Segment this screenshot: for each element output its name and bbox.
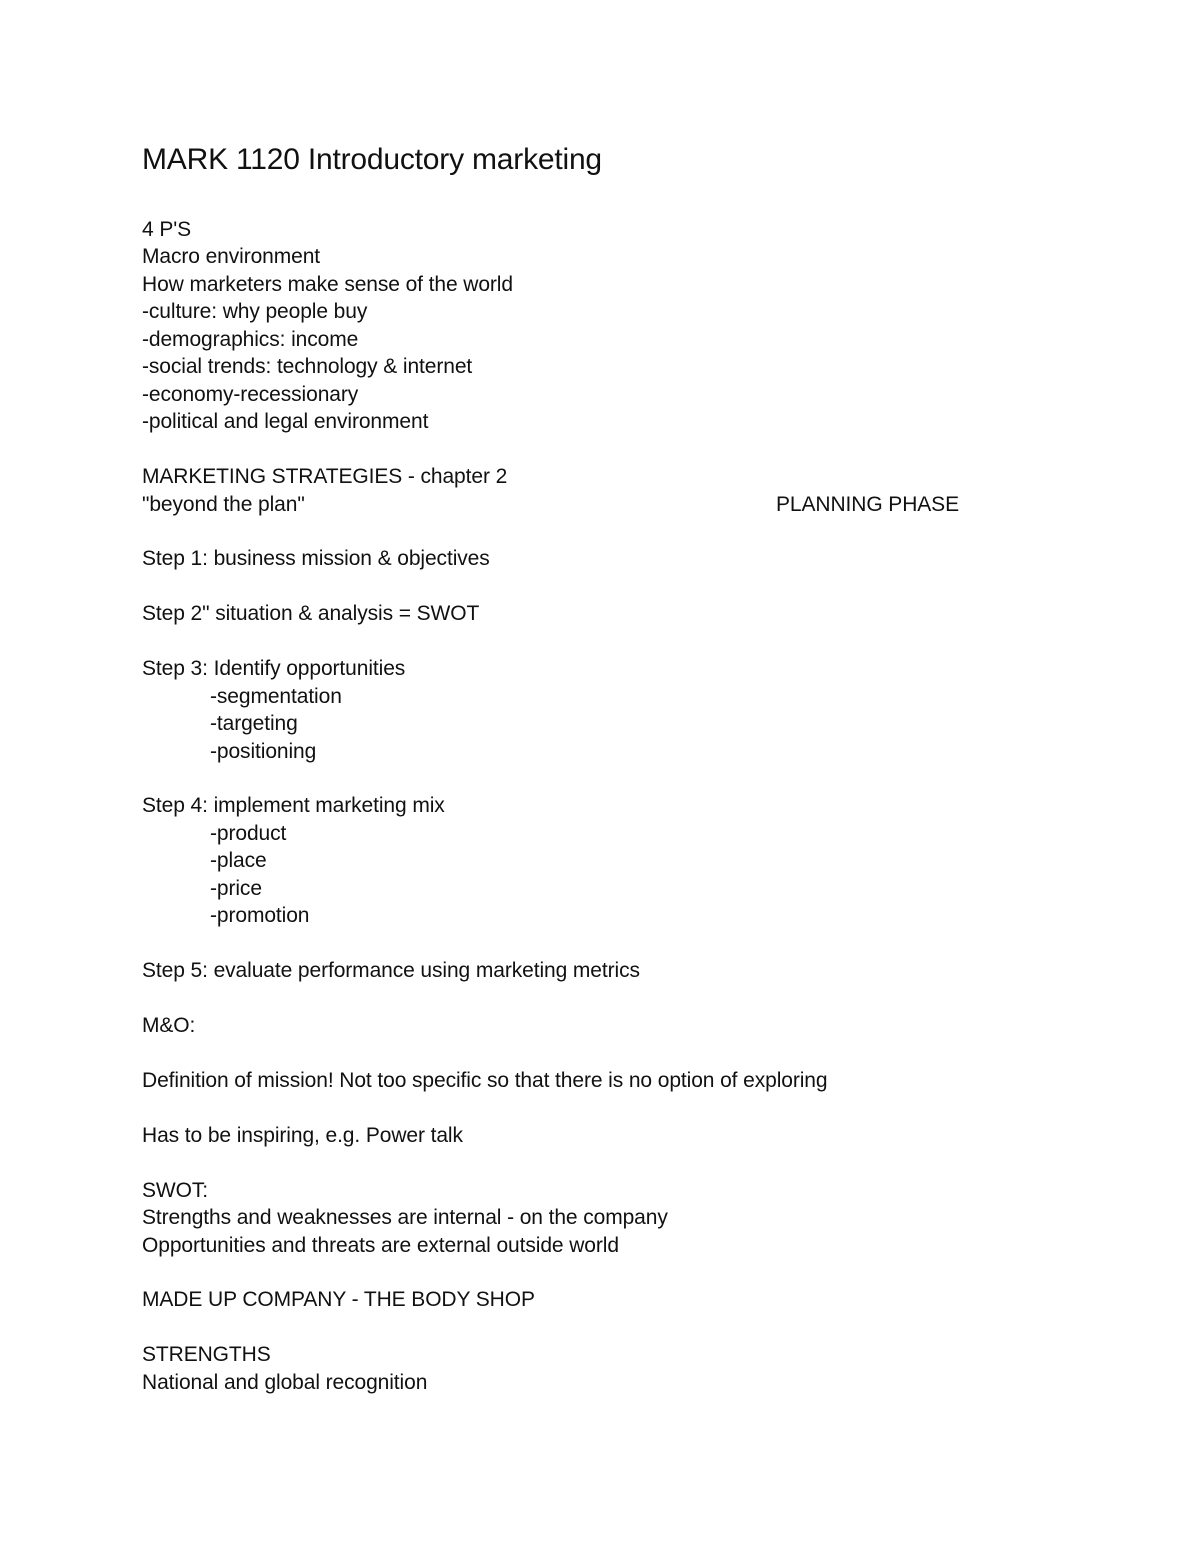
strengths-line: National and global recognition: [142, 1371, 428, 1394]
step-3: Step 3: Identify opportunities: [142, 657, 406, 680]
step-4-item: -product: [210, 822, 287, 845]
document-title: MARK 1120 Introductory marketing: [142, 143, 602, 176]
step-3-item: -segmentation: [210, 685, 342, 708]
mission-inspiring: Has to be inspiring, e.g. Power talk: [142, 1124, 463, 1147]
step-4-item: -place: [210, 849, 267, 872]
text-line: -demographics: income: [142, 328, 359, 351]
four-ps-heading: 4 P'S: [142, 218, 192, 241]
step-1: Step 1: business mission & objectives: [142, 547, 490, 570]
mission-definition: Definition of mission! Not too specific so that there is no option of exploring: [142, 1069, 828, 1092]
text-line: How marketers make sense of the world: [142, 273, 513, 296]
swot-line: Strengths and weaknesses are internal - on the company: [142, 1206, 668, 1229]
mo-heading: M&O:: [142, 1014, 196, 1037]
text-line: -social trends: technology & internet: [142, 355, 473, 378]
strategies-heading: MARKETING STRATEGIES - chapter 2: [142, 465, 508, 488]
step-4-item: -promotion: [210, 904, 310, 927]
text-line: Macro environment: [142, 245, 321, 268]
step-5: Step 5: evaluate performance using marketing metrics: [142, 959, 640, 982]
step-2: Step 2" situation & analysis = SWOT: [142, 602, 480, 625]
swot-line: Opportunities and threats are external outside world: [142, 1234, 619, 1257]
step-3-item: -positioning: [210, 740, 317, 763]
text-line: -culture: why people buy: [142, 300, 368, 323]
company-heading: MADE UP COMPANY - THE BODY SHOP: [142, 1288, 535, 1311]
text-line: -political and legal environment: [142, 410, 429, 433]
swot-heading: SWOT:: [142, 1179, 208, 1202]
step-4-item: -price: [210, 877, 262, 900]
text-line: -economy-recessionary: [142, 383, 359, 406]
step-3-item: -targeting: [210, 712, 298, 735]
strategies-subtitle: "beyond the plan": [142, 493, 305, 516]
strengths-heading: STRENGTHS: [142, 1343, 271, 1366]
step-4: Step 4: implement marketing mix: [142, 794, 445, 817]
planning-phase-label: PLANNING PHASE: [776, 493, 959, 516]
